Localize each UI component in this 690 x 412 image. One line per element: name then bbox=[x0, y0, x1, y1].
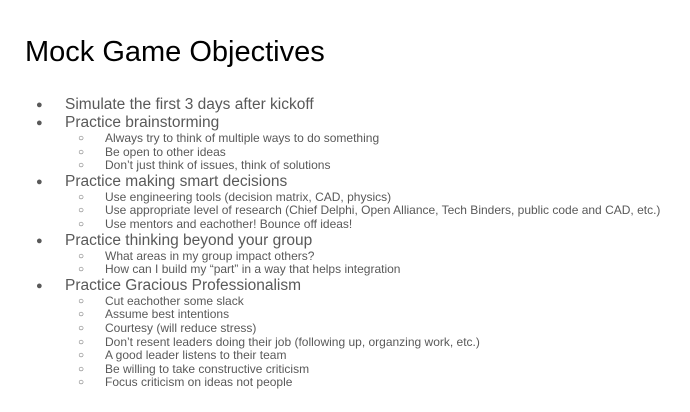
sub-bullet-item bbox=[0, 263, 690, 277]
hollow-circle-bullet-icon: ○ bbox=[78, 191, 85, 203]
hollow-circle-bullet-icon: ○ bbox=[78, 205, 85, 217]
slide-title: Mock Game Objectives bbox=[25, 36, 325, 68]
hollow-circle-bullet-icon: ○ bbox=[78, 336, 85, 348]
sub-bullet-item bbox=[0, 250, 690, 264]
filled-circle-bullet-icon: ● bbox=[36, 234, 43, 247]
bullet-item bbox=[0, 232, 690, 250]
sub-bullet-text: Use engineering tools (decision matrix, CAD, physics) bbox=[105, 189, 392, 204]
sub-bullet-text: Use appropriate level of research (Chief Delphi, Open Alliance, Tech Binders, public code and CAD, etc.) bbox=[105, 203, 661, 218]
sub-bullet-item bbox=[0, 349, 690, 363]
bullet-text: Simulate the first 3 days after kickoff bbox=[65, 96, 314, 113]
sub-bullet-item bbox=[0, 295, 690, 309]
sub-bullet-item bbox=[0, 363, 690, 377]
sub-bullet-item bbox=[0, 376, 690, 390]
sub-bullet-text: Focus criticism on ideas not people bbox=[105, 375, 293, 390]
bullet-item bbox=[0, 277, 690, 295]
sub-bullet-text: Use mentors and eachother! Bounce off ideas! bbox=[105, 216, 353, 231]
bullet-text: Practice Gracious Professionalism bbox=[65, 276, 302, 294]
bullet-item bbox=[0, 114, 690, 132]
hollow-circle-bullet-icon: ○ bbox=[78, 350, 85, 362]
filled-circle-bullet-icon: ● bbox=[36, 279, 43, 292]
sub-bullet-text: Cut eachother some slack bbox=[105, 293, 244, 308]
bullet-text: Practice thinking beyond your group bbox=[65, 231, 313, 249]
bullet-item bbox=[0, 173, 690, 191]
sub-bullet-item bbox=[0, 146, 690, 160]
hollow-circle-bullet-icon: ○ bbox=[78, 309, 85, 321]
hollow-circle-bullet-icon: ○ bbox=[78, 363, 85, 375]
hollow-circle-bullet-icon: ○ bbox=[78, 218, 85, 230]
sub-bullet-text: What areas in my group impact others? bbox=[105, 248, 315, 263]
sub-bullet-text: A good leader listens to their team bbox=[105, 348, 287, 363]
sub-bullet-item bbox=[0, 191, 690, 205]
sub-bullet-item bbox=[0, 336, 690, 350]
sub-bullet-text: Don’t just think of issues, think of solutions bbox=[105, 158, 331, 173]
hollow-circle-bullet-icon: ○ bbox=[78, 264, 85, 276]
filled-circle-bullet-icon: ● bbox=[36, 117, 43, 129]
hollow-circle-bullet-icon: ○ bbox=[78, 250, 85, 262]
hollow-circle-bullet-icon: ○ bbox=[78, 295, 85, 307]
hollow-circle-bullet-icon: ○ bbox=[78, 133, 85, 144]
bullet-text: Practice making smart decisions bbox=[65, 172, 288, 190]
sub-bullet-text: Be willing to take constructive criticism bbox=[105, 361, 310, 376]
hollow-circle-bullet-icon: ○ bbox=[78, 377, 85, 389]
bullet-item bbox=[0, 96, 690, 114]
sub-bullet-text: Always try to think of multiple ways to do something bbox=[105, 131, 380, 145]
bullet-list bbox=[0, 96, 690, 390]
sub-bullet-item bbox=[0, 308, 690, 322]
filled-circle-bullet-icon: ● bbox=[36, 175, 43, 188]
filled-circle-bullet-icon: ● bbox=[36, 99, 43, 111]
sub-bullet-text: Be open to other ideas bbox=[105, 144, 226, 159]
sub-bullet-item bbox=[0, 322, 690, 336]
hollow-circle-bullet-icon: ○ bbox=[78, 146, 85, 158]
hollow-circle-bullet-icon: ○ bbox=[78, 160, 85, 172]
sub-bullet-item bbox=[0, 132, 690, 146]
sub-bullet-text: How can I build my “part” in a way that helps integration bbox=[105, 262, 401, 277]
sub-bullet-item bbox=[0, 218, 690, 232]
sub-bullet-text: Assume best intentions bbox=[105, 307, 230, 322]
sub-bullet-item bbox=[0, 204, 690, 218]
sub-bullet-text: Don’t resent leaders doing their job (following up, organzing work, etc.) bbox=[105, 334, 480, 349]
sub-bullet-text: Courtesy (will reduce stress) bbox=[105, 320, 257, 335]
bullet-text: Practice brainstorming bbox=[65, 114, 220, 131]
sub-bullet-item bbox=[0, 159, 690, 173]
hollow-circle-bullet-icon: ○ bbox=[78, 322, 85, 334]
